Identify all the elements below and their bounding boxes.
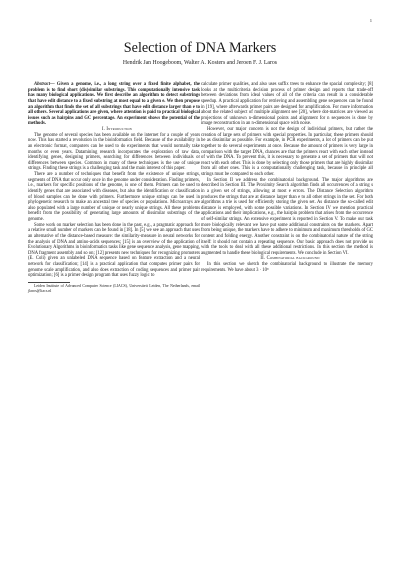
- right-column: [201, 82, 373, 273]
- paper-authors: Hendrik Jan Hoogeboom, Walter A. Kosters and Jeroen F. J. Laros: [122, 60, 278, 66]
- left-column: [28, 82, 200, 294]
- abstract: [28, 82, 200, 127]
- affiliation-footnote: Leiden Institute of Advanced Computer Science (LIACS), Universiteit Leiden, The Netherlands, email jlaros@liacs.nl: [28, 284, 200, 294]
- paragraph: There are a number of techniques that benefit from the existence of unique strings, segments of DNA that occur only once in the genome under consideration. Finding primers, i.e., markers for specific positions of the genome, is one of them. Primers can be used to identify genes that are associated with diseases, but also the identification or classification of blood samples can be done with primers. Furthermore unique strings can be used in phylogenetic research to make an ancestral tree of species or populations. Microarrays are also populated with a large number of unique or nearly unique strings. All these problems benefit from the possibility of generating large amounts of dissimilar substrings of the genome.: [28, 172, 200, 222]
- abstract-lead: Abstract: [34, 82, 50, 87]
- paragraph: However, our major concern is not the design of individual primers, but rather the creation of large sets of primers with special properties. In particular, these primers should be as dissimilar as possible. For example, in PCR experiments, a lot of primers can be put together to do several experiments at once. Because the amount of primers is very large in comparison with the target DNA, chances are that the primers react with each other instead of with the DNA. To prevent this, it is necessary to generate a set of primers that will not react with each other. This is done by selecting only those primers that are highly dissimilar from all other ones. This is a computationally challenging task, because in principle all strings must be compared to each other.: [201, 127, 373, 177]
- abstract-text: — Given a genome, i.e., a long string over a fixed finite alphabet, the problem is to find short (dis)similar substrings. This computationally intensive task has many biological applications. We first describe an algorithm to detect substrings that have edit distance to a fixed substring at most equal to a given e. We then propose an algorithm that finds the set of all substrings that have edit distance larger than e to all others. Several applications are given, where attention is paid to practical biological issues such as hairpins and GC percentage. An experiment shows the potential of the methods.: [28, 82, 200, 127]
- section-heading-combinatorial-background: II. Combinatorial background: [260, 256, 320, 262]
- page-number: 1: [369, 18, 372, 23]
- paragraph: Some work on marker selection has been done in the past, e.g., a pragmatic approach for a relative small number of markers can be found in [18]. In [5] we see an approach that uses an alternative of the distance-based measure: the similarity-measure in neural networks for the analysis of DNA and amino-acids sequences; [15] is an overview of the application of Evolutionary Algorithms in bioinformatics tasks like gene sequence analysis, gene mapping, DNA fragment assembly and so on; [12] presents new techniques for recognizing promoters (E. Coli) given an unlabeled DNA sequence based on feature extraction and a neural network for classification; [14] is a practical application that computes primer pairs for genome scale amplification, and also does extraction of coding sequences and primer pair optimization; [6] is a primer design program that uses fuzzy logic to: [28, 222, 200, 279]
- paper-title: Selection of DNA Markers: [123, 40, 277, 56]
- paragraph: calculate primer qualities, and also uses suffix trees to enhance the spacial complexity; [8] looks at the multicriteria decision process of primer design and reports that trade-off between deviations from ideal values of all of the criteria can result in a considerable speedup. A practical application for retrieving and assembling gene sequences can be found in [19], where afterwards primer pairs are designed for amplification. For more information about the related subject of multiple alignment see [20], where dot-matrices are viewed as projections of unknown n-dimensional points and alignment for n sequences is done by image reconstruction in an n-dimensional space with noise.: [201, 82, 373, 127]
- paragraph: In this section we sketch the combinatorial background to illustrate the memory requirements. We have about 3 · 10⁹: [201, 262, 373, 273]
- footnote-divider: [28, 282, 70, 283]
- paragraph: In Section II we address the combinatorial background. The major algorithms are described in Section III. The Proximity Search algorithm finds all occurrences of a string s in a given set of strings, allowing at most e errors. The Distance Selection algorithm produces the strings that are at distance larger than e to all other strings in the set. For both algorithms a trie is used for efficiently storing the given set. As distance the so-called edit distance is employed, with some possible variations. In Section IV we mention practical applications and their implications, e.g., the hairpin problem that arises from the occurrence of self-similar strings. An extensive experiment is reported in Section V. To make our task more biologically relevant we have put some additional constraints on the markers. Apart from being unique, the markers have to adhere to minimum and maximum thresholds of GC content and folding energy. Another constraint is on the combinatorial nature of the string itself: it should not contain a repeating sequence. Our basic approach does not provide us with the tools to deal with all these additional restrictions. In this section the method is augmented to handle these biological requirements. We conclude in Section VI.: [201, 177, 373, 256]
- paragraph: The genome of several species has been available on the internet for a couple of years now. This has started a revolution in the bioinformatics field. Because of the availability in an electronic format, computers can be used to do experiments that would normally take months or even years. Datamining research incorporates the exploration of raw data, identifying genes, designing primers, searching for differences between individuals or differences between species. Common in many of these techniques is the use of unique strings. Finding these strings is a challenging task and the main interest of this paper.: [28, 132, 200, 172]
- section-heading-introduction: I. Introduction: [101, 127, 133, 132]
